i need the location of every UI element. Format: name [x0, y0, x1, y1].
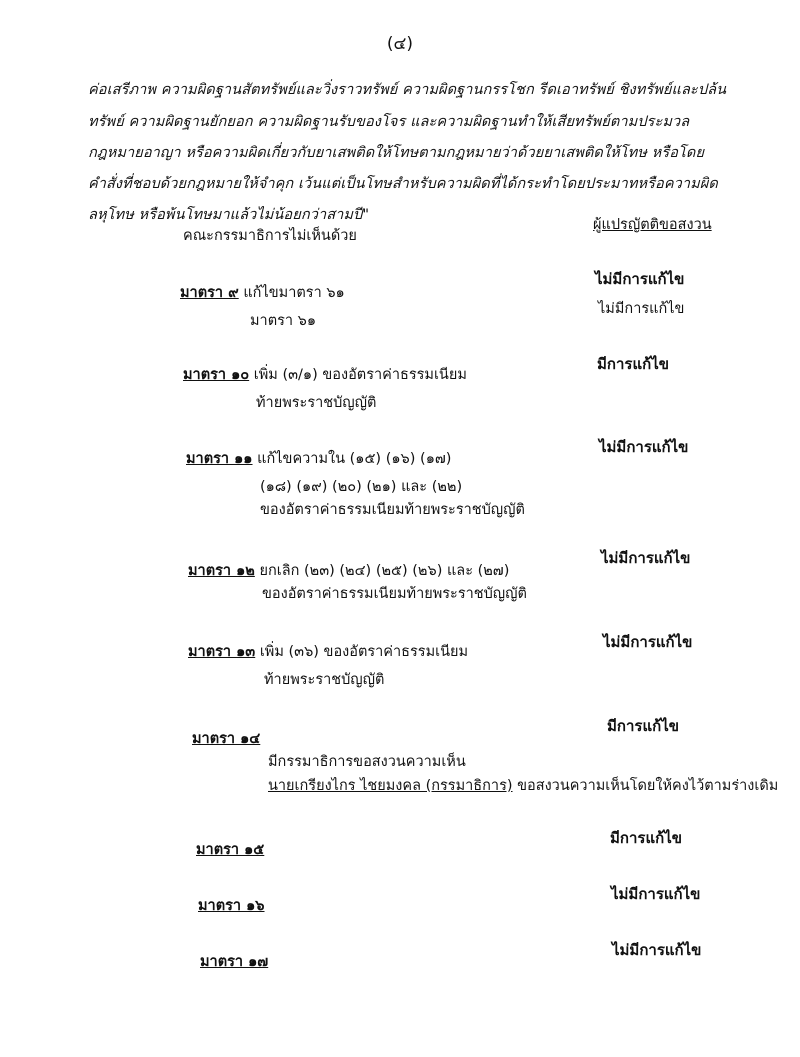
section-13-status: ไม่มีการแก้ไข — [603, 633, 693, 651]
section-15-row — [196, 838, 264, 861]
section-9-label: มาตรา ๙ — [180, 285, 239, 301]
section-17-label: มาตรา ๑๗ — [200, 954, 269, 970]
section-12-status: ไม่มีการแก้ไข — [601, 549, 691, 567]
section-12-text: ยกเลิก (๒๓) (๒๔) (๒๕) (๒๖) และ (๒๗) — [259, 563, 510, 579]
intro-line-1: ค่อเสรีภาพ ความผิดฐานสัตทรัพย์และวิ่งราวทรัพย์ ความผิดฐานกรรโชก รีดเอาทรัพย์ ชิงทรัพย์และปล้น — [88, 82, 727, 98]
section-11-text: แก้ไขความใน (๑๕) (๑๖) (๑๗) — [257, 451, 452, 467]
section-9-line-1: มาตรา ๖๑ — [250, 313, 317, 329]
header-amendment-reserve: ผู้แปรญัตติขอสงวน — [593, 217, 712, 233]
section-9-status: ไม่มีการแก้ไข — [595, 270, 685, 288]
header-committee-disagree: คณะกรรมาธิการไม่เห็นด้วย — [183, 228, 357, 244]
intro-line-4: คำสั่งที่ชอบด้วยกฎหมายให้จำคุก เว้นแต่เป็นโทษสำหรับความผิดที่ได้กระทำโดยประมาทหรือความผิด — [88, 176, 718, 192]
section-14-reserve — [268, 774, 778, 797]
section-10-line-1: ท้ายพระราชบัญญัติ — [256, 395, 377, 411]
section-16-label: มาตรา ๑๖ — [198, 898, 265, 914]
section-10-label: มาตรา ๑๐ — [183, 367, 250, 383]
page-number: (๔) — [386, 34, 414, 54]
section-9-status-2: ไม่มีการแก้ไข — [598, 301, 685, 317]
section-14-status: มีการแก้ไข — [607, 717, 679, 735]
section-9-row — [180, 281, 345, 304]
section-13-text: เพิ่ม (๓๖) ของอัตราค่าธรรมเนียม — [259, 644, 469, 660]
section-11-row — [186, 447, 451, 470]
section-14-line-1: มีกรรมาธิการขอสงวนความเห็น — [268, 754, 466, 770]
section-9-text: แก้ไขมาตรา ๖๑ — [243, 285, 345, 301]
section-15-label: มาตรา ๑๕ — [196, 842, 265, 858]
section-11-status: ไม่มีการแก้ไข — [599, 438, 689, 456]
section-15-status: มีการแก้ไข — [610, 829, 682, 847]
section-10-row — [183, 363, 467, 386]
intro-line-2: ทรัพย์ ความผิดฐานยักยอก ความผิดฐานรับของโจร และความผิดฐานทำให้เสียทรัพย์ตามประมวล — [88, 114, 690, 130]
intro-line-5: ลหุโทษ หรือพ้นโทษมาแล้วไม่น้อยกว่าสามปี" — [88, 207, 370, 223]
section-16-status: ไม่มีการแก้ไข — [611, 885, 701, 903]
section-13-line-1: ท้ายพระราชบัญญัติ — [264, 672, 385, 688]
section-12-line-1: ของอัตราค่าธรรมเนียมท้ายพระราชบัญญัติ — [262, 586, 527, 602]
section-17-row — [200, 950, 268, 973]
section-14-label: มาตรา ๑๔ — [192, 731, 261, 747]
intro-line-3: กฎหมายอาญา หรือความผิดเกี่ยวกับยาเสพติดให้โทษตามกฎหมายว่าด้วยยาเสพติดให้โทษ หรือโดย — [88, 145, 705, 161]
section-11-line-2: ของอัตราค่าธรรมเนียมท้ายพระราชบัญญัติ — [260, 502, 525, 518]
section-10-text: เพิ่ม (๓/๑) ของอัตราค่าธรรมเนียม — [253, 367, 467, 383]
section-10-status: มีการแก้ไข — [597, 355, 669, 373]
section-13-row — [188, 640, 468, 663]
section-17-status: ไม่มีการแก้ไข — [612, 941, 702, 959]
section-12-label: มาตรา ๑๒ — [188, 563, 255, 579]
reserve-member-name: นายเกรียงไกร ไชยมงคล (กรรมาธิการ) — [268, 778, 513, 794]
section-12-row — [188, 559, 509, 582]
section-11-label: มาตรา ๑๑ — [186, 451, 253, 467]
section-14-row — [192, 727, 260, 750]
section-16-row — [198, 894, 265, 917]
section-11-line-1: (๑๘) (๑๙) (๒๐) (๒๑) และ (๒๒) — [260, 479, 463, 495]
section-13-label: มาตรา ๑๓ — [188, 644, 256, 660]
reserve-member-note: ขอสงวนความเห็นโดยให้คงไว้ตามร่างเดิม — [512, 778, 779, 794]
